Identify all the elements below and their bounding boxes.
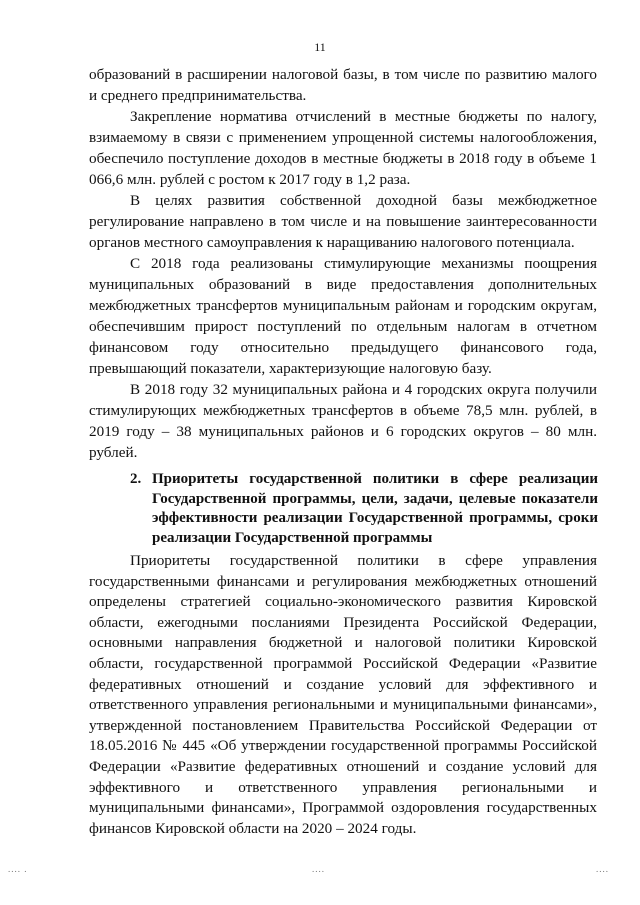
- section-title: Приоритеты государственной политики в сфере реализации Государственной программы, цели, задачи, целевые показатели эффективности реализации Государственной программы, сроки реализации Государственной программы: [152, 471, 598, 546]
- paragraph: В 2018 году 32 муниципальных района и 4 городских округа получили стимулирующих межбюджетных трансфертов в объеме 78,5 млн. рублей, в 2019 году – 38 муниципальных районов и 6 городских округов – 80 млн. рублей.: [89, 381, 597, 461]
- page-number: 11: [314, 40, 326, 54]
- body-text-bottom: [89, 551, 597, 839]
- paragraph: образований в расширении налоговой базы, в том числе по развитию малого и среднего предпринимательства.: [89, 66, 597, 104]
- scan-mark: ....: [596, 864, 609, 874]
- section-number: 2.: [130, 471, 142, 487]
- paragraph: С 2018 года реализованы стимулирующие механизмы поощрения муниципальных образований в виде предоставления дополнительных межбюджетных трансфертов муниципальным районам и городским округам, обеспечившим прирост поступлений по отдельным налогам в отчетном финансовом году относительно предыдущего финансового года, превышающий показатели, характеризующие налоговую базу.: [89, 255, 597, 377]
- body-text-top: [89, 64, 597, 463]
- paragraph: Приоритеты государственной политики в сфере управления государственными финансами и регулирования межбюджетных отношений определены стратегией социально-экономического развития Кировской области, ежегодными посланиями Президента Российской Федерации, основными направления бюджетной и налоговой политики Кировской области, государственной программой Российской Федерации «Развитие федеративных отношений и создание условий для эффективного и ответственного управления региональными и муниципальными финансами», утвержденной постановлением Правительства Российской Федерации от 18.05.2016 № 445 «Об утверждении государственной программы Российской Федерации «Развитие федеративных отношений и создание условий для эффективного и ответственного управления региональными и муниципальными финансами», Программой оздоровления государственных финансов Кировской области на 2020 – 2024 годы.: [89, 552, 597, 837]
- paragraph: Закрепление норматива отчислений в местные бюджеты по налогу, взимаемому в связи с применением упрощенной системы налогообложения, обеспечило поступление доходов в местные бюджеты в 2018 году в объеме 1 066,6 млн. рублей с ростом к 2017 году в 1,2 раза.: [89, 108, 597, 188]
- section-heading: [130, 470, 598, 548]
- paragraph: В целях развития собственной доходной базы межбюджетное регулирование направлено в том числе и на повышение заинтересованности органов местного самоуправления к наращиванию налогового потенциала.: [89, 192, 597, 251]
- scan-mark: .... .: [8, 864, 28, 874]
- scan-mark: ....: [312, 864, 325, 874]
